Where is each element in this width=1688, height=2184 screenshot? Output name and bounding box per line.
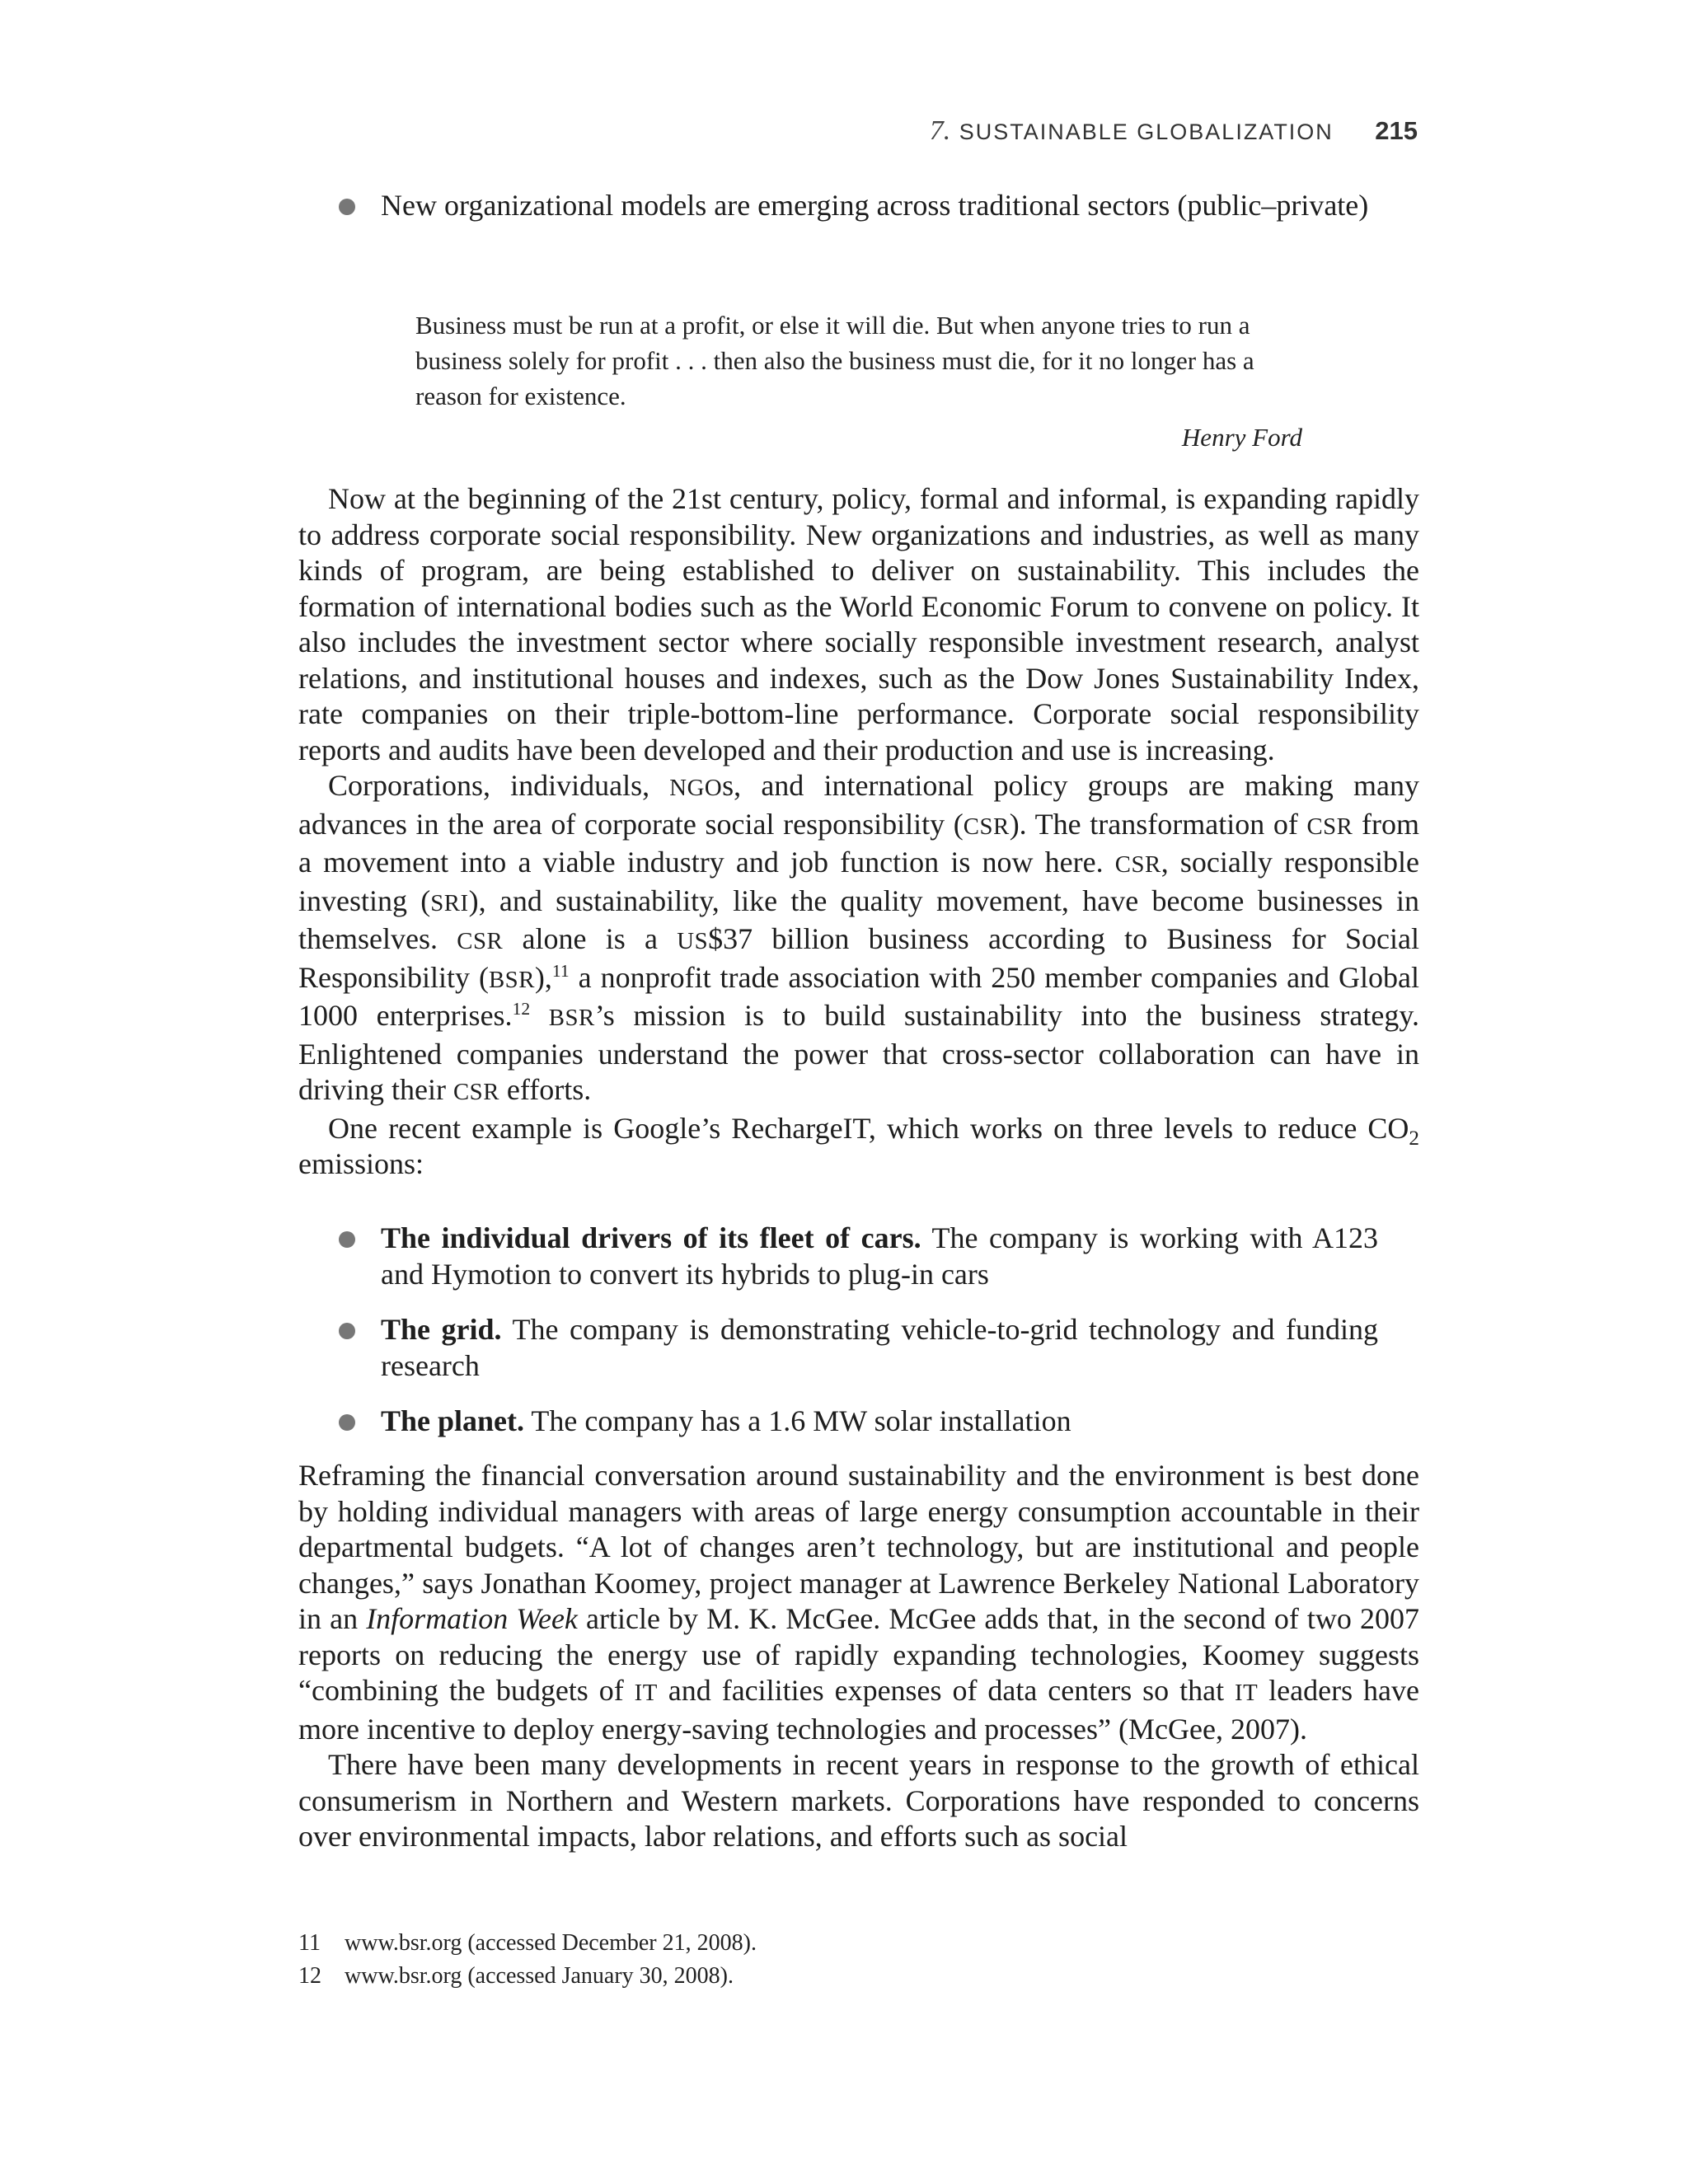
- epigraph-quote: [415, 307, 1302, 455]
- main-text-lower: [298, 1458, 1419, 1855]
- abbr-csr: CSR: [1306, 813, 1353, 840]
- list-item: [298, 1404, 1419, 1440]
- footnote-ref-11[interactable]: 11: [551, 960, 570, 981]
- footnote-text: www.bsr.org (accessed January 30, 2008).: [345, 1963, 734, 1989]
- paragraph: Corporations, individuals, NGOs, and international policy groups are making many advances in the area of corporate social responsibility (CSR). The transformation of CSR from a movement into a viable industry and job function is now here. CSR, socially responsible investing (SRI), and sustainability, like the quality movement, have become businesses in themselves. CSR alone is a US$37 billion business according to Business for Social Responsibility (BSR),$^{11}$ a nonprofit trade association with 250 member companies and Global 1000 enterprises.$^{12}$ BSR’s mission is to build sustainability into the business strategy. Enlightened companies understand the power that cross-sector collaboration can have in driving their CSR efforts.: [298, 769, 1420, 1106]
- footnote-text: www.bsr.org (accessed December 21, 2008).: [345, 1930, 757, 1956]
- paragraph: Now at the beginning of the 21st century, policy, formal and informal, is expanding rapidly to address corporate social responsibility. New organizations and industries, as well as many kinds of program, are being established to deliver on sustainability. This includes the formation of international bodies such as the World Economic Forum to convene on policy. It also includes the investment sector where socially responsible investment research, analyst relations, and institutional houses and indexes, such as the Dow Jones Sustainability Index, rate companies on their triple-bottom-line performance. Corporate social responsibility reports and audits have been developed and their production and use is increasing.: [298, 482, 1419, 766]
- bullet-text: The company has a 1.6 MW solar installation: [524, 1404, 1071, 1437]
- subscript: 2: [1409, 1127, 1419, 1150]
- main-text-upper: [298, 481, 1419, 1183]
- recharge-levels-list: [298, 1221, 1419, 1440]
- quote-attribution: Henry Ford: [1181, 423, 1302, 452]
- abbr-it: IT: [1235, 1680, 1259, 1706]
- chapter-number: 7.: [929, 115, 951, 146]
- paragraph: One recent example is Google’s RechargeIT, which works on three levels to reduce $CO_2$ emissions:: [298, 1111, 1419, 1180]
- footnote-number: 11: [298, 1930, 321, 1956]
- footnote-number: 12: [298, 1963, 321, 1989]
- bullet-dot-icon: [339, 1231, 355, 1248]
- quote-text: Business must be run at a profit, or else it will die. But when anyone tries to run a business solely for profit . . . then also the business must die, for it no longer has a reason for existence.: [415, 311, 1254, 410]
- bullet-dot-icon: [339, 199, 355, 215]
- bullet-text: The company is demonstrating vehicle-to-grid technology and funding research: [381, 1313, 1378, 1382]
- bullet-heading: The planet.: [381, 1404, 525, 1437]
- list-item: [298, 1221, 1419, 1292]
- bullet-heading: The grid.: [381, 1313, 502, 1346]
- paragraph: There have been many developments in recent years in response to the growth of ethical consumerism in Northern and Western markets. Corporations have responded to concerns over environmental impacts, labor relations, and efforts such as social: [298, 1748, 1419, 1853]
- footnote: [298, 1960, 1419, 1993]
- paragraph: Reframing the financial conversation around sustainability and the environment is best done by holding individual managers with areas of large energy consumption accountable in their departmental budgets. “A lot of changes aren’t technology, but are institutional and people changes,” says Jonathan Koomey, project manager at Lawrence Berkeley National Laboratory in an Information Week article by M. K. McGee. McGee adds that, in the second of two 2007 reports on reducing the energy use of rapidly expanding technologies, Koomey suggests “combining the budgets of IT and facilities expenses of data centers so that IT leaders have more incentive to deploy energy-saving technologies and processes” (McGee, 2007).: [298, 1459, 1420, 1746]
- abbr-bsr: BSR: [548, 1005, 595, 1031]
- top-bullet-list: [298, 188, 1419, 224]
- bullet-text: New organizational models are emerging across traditional sectors (public–private): [381, 189, 1369, 222]
- footnote-ref-12[interactable]: 12: [512, 999, 531, 1019]
- abbr-csr: CSR: [1114, 851, 1161, 878]
- page-number: 215: [1375, 116, 1418, 145]
- bullet-text: The company is working with A123 and Hymotion to convert its hybrids to plug-in cars: [381, 1221, 1379, 1291]
- list-item: [298, 188, 1419, 224]
- abbr-bsr: BSR: [488, 966, 535, 993]
- chapter-title: SUSTAINABLE GLOBALIZATION: [959, 120, 1334, 144]
- abbr-us: US: [677, 928, 709, 954]
- abbr-csr: CSR: [457, 928, 504, 954]
- bullet-dot-icon: [339, 1414, 355, 1431]
- abbr-ngo: NGO: [669, 775, 723, 801]
- abbr-it: IT: [634, 1680, 658, 1706]
- publication-title: Information Week: [366, 1602, 578, 1635]
- abbr-csr: CSR: [452, 1079, 499, 1105]
- running-header: [907, 115, 1418, 147]
- bullet-dot-icon: [339, 1323, 355, 1339]
- abbr-csr: CSR: [963, 813, 1010, 840]
- footnote: [298, 1927, 1419, 1960]
- abbr-sri: SRI: [430, 889, 469, 916]
- list-item: [298, 1312, 1419, 1384]
- footnotes: [298, 1927, 1419, 1993]
- bullet-heading: The individual drivers of its fleet of cars.: [381, 1221, 921, 1254]
